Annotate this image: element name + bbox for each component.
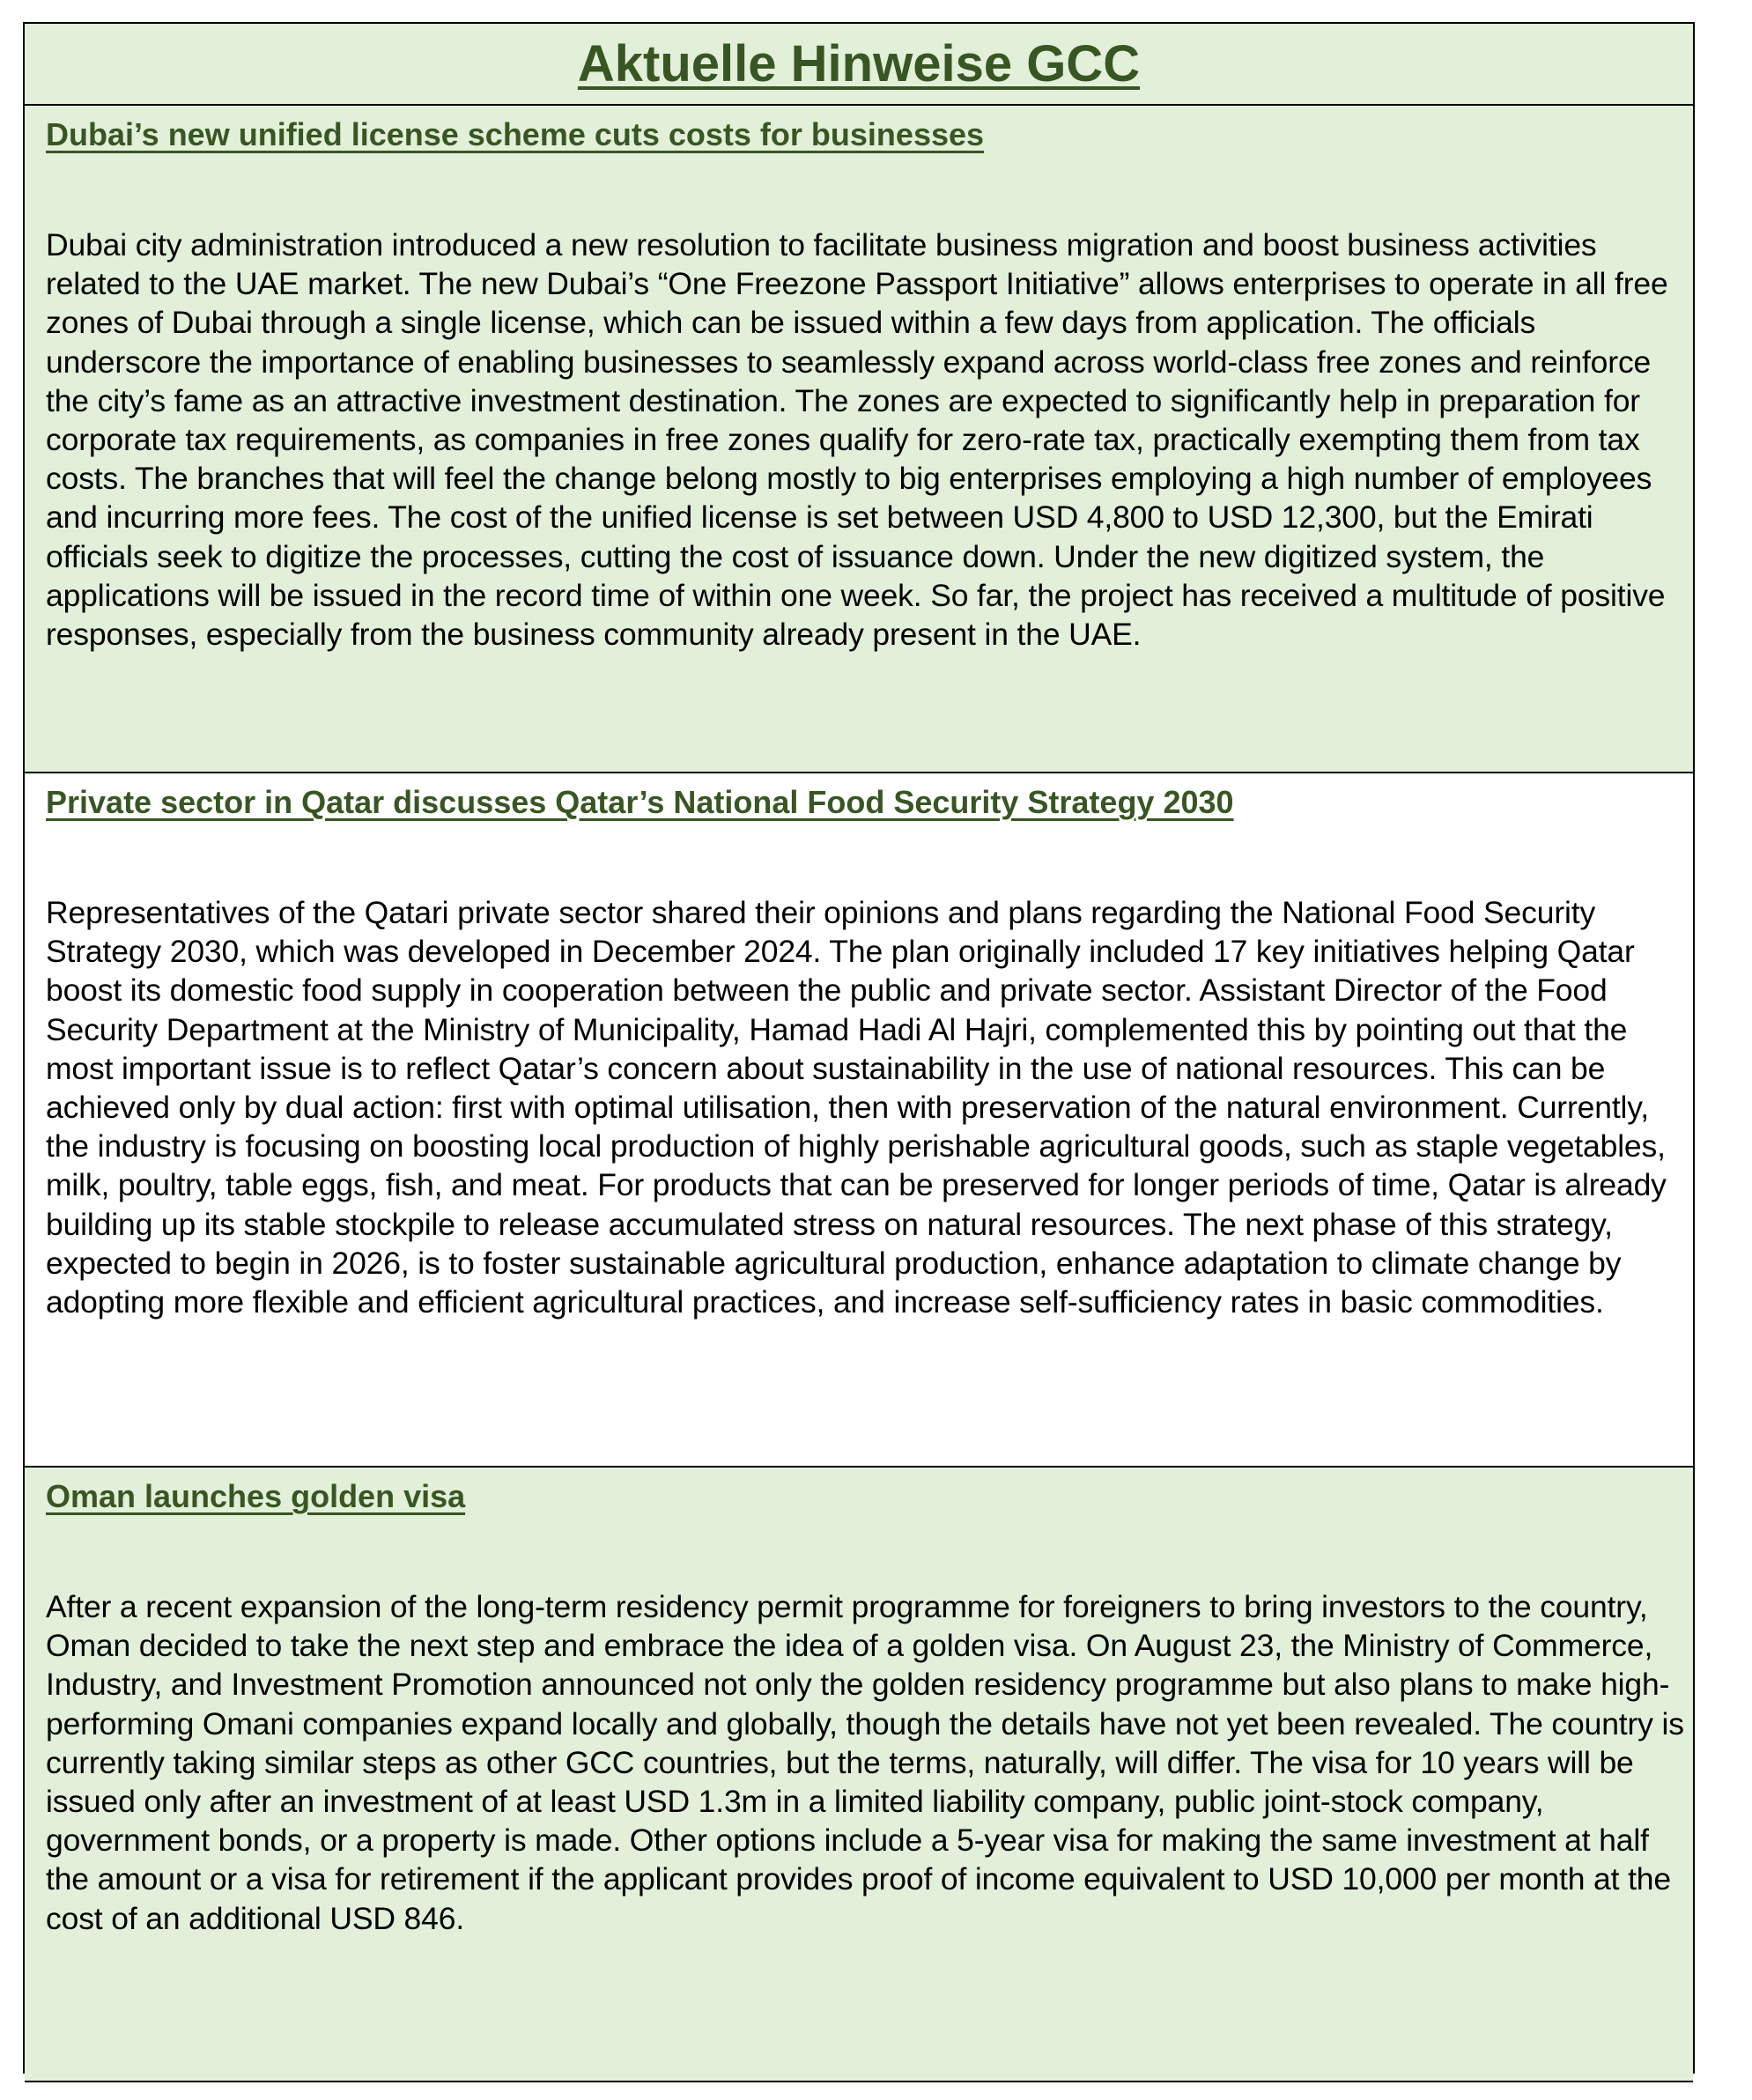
article-dubai-license: [25, 106, 1693, 773]
article-heading: Oman launches golden visa: [46, 1478, 466, 1514]
article-heading: Dubai’s new unified license scheme cuts costs for businesses: [46, 116, 985, 152]
article-oman-golden-visa: [25, 1468, 1693, 2082]
next-article-row: [25, 2082, 1693, 2100]
article-qatar-food-security: [25, 773, 1693, 1468]
article-heading: Private sector in Qatar discusses Qatar’s National Food Security Strategy 2030: [46, 784, 1234, 820]
document-title: Aktuelle Hinweise GCC: [577, 35, 1141, 92]
article-body: Representatives of the Qatari private sector shared their opinions and plans regarding the National Food Security Strategy 2030, which was developed in December 2024. The plan originally included 17 key initiatives helping Qatar boost its domestic food supply in cooperation between the public and private sector. Assistant Director of the Food Security Department at the Ministry of Municipality, Hamad Hadi Al Hajri, complemented this by pointing out that the most important issue is to reflect Qatar’s concern about sustainability in the use of national resources. This can be achieved only by dual action: first with optimal utilisation, then with preservation of the natural environment. Currently, the industry is focusing on boosting local production of highly perishable agricultural goods, such as staple vegetables, milk, poultry, table eggs, fish, and meat. For products that can be preserved for longer periods of time, Qatar is already building up its stable stockpile to release accumulated stress on natural resources. The next phase of this strategy, expected to begin in 2026, is to foster sustainable agricultural production, enhance adaptation to climate change by adopting more flexible and efficient agricultural practices, and increase self-sufficiency rates in basic commodities.: [46, 895, 1667, 1320]
title-row: [25, 24, 1693, 106]
article-body: Dubai city administration introduced a new resolution to facilitate business migration and boost business activities related to the UAE market. The new Dubai’s “One Freezone Passport Initiative” allows enterprises to operate in all free zones of Dubai through a single license, which can be issued within a few days from application. The officials underscore the importance of enabling businesses to seamlessly expand across world-class free zones and reinforce the city’s fame as an attractive investment destination. The zones are expected to significantly help in preparation for corporate tax requirements, as companies in free zones qualify for zero-rate tax, practically exempting them from tax costs. The branches that will feel the change belong mostly to big enterprises employing a high number of employees and incurring more fees. The cost of the unified license is set between USD 4,800 to USD 12,300, but the Emirati officials seek to digitize the processes, cutting the cost of issuance down. Under the new digitized system, the applications will be issued in the record time of within one week. So far, the project has received a multitude of positive responses, especially from the business community already present in the UAE.: [46, 227, 1668, 653]
newsletter-table: [23, 22, 1695, 2074]
article-body: After a recent expansion of the long-term residency permit programme for foreigners to bring investors to the country, Oman decided to take the next step and embrace the idea of a golden visa. On August 23, the Ministry of Commerce, Industry, and Investment Promotion announced not only the golden residency programme but also plans to make high-performing Omani companies expand locally and globally, though the details have not yet been revealed. The country is currently taking similar steps as other GCC countries, but the terms, naturally, will differ. The visa for 10 years will be issued only after an investment of at least USD 1.3m in a limited liability company, public joint-stock company, government bonds, or a property is made. Other options include a 5-year visa for making the same investment at half the amount or a visa for retirement if the applicant provides proof of income equivalent to USD 10,000 per month at the cost of an additional USD 846.: [46, 1589, 1684, 1936]
